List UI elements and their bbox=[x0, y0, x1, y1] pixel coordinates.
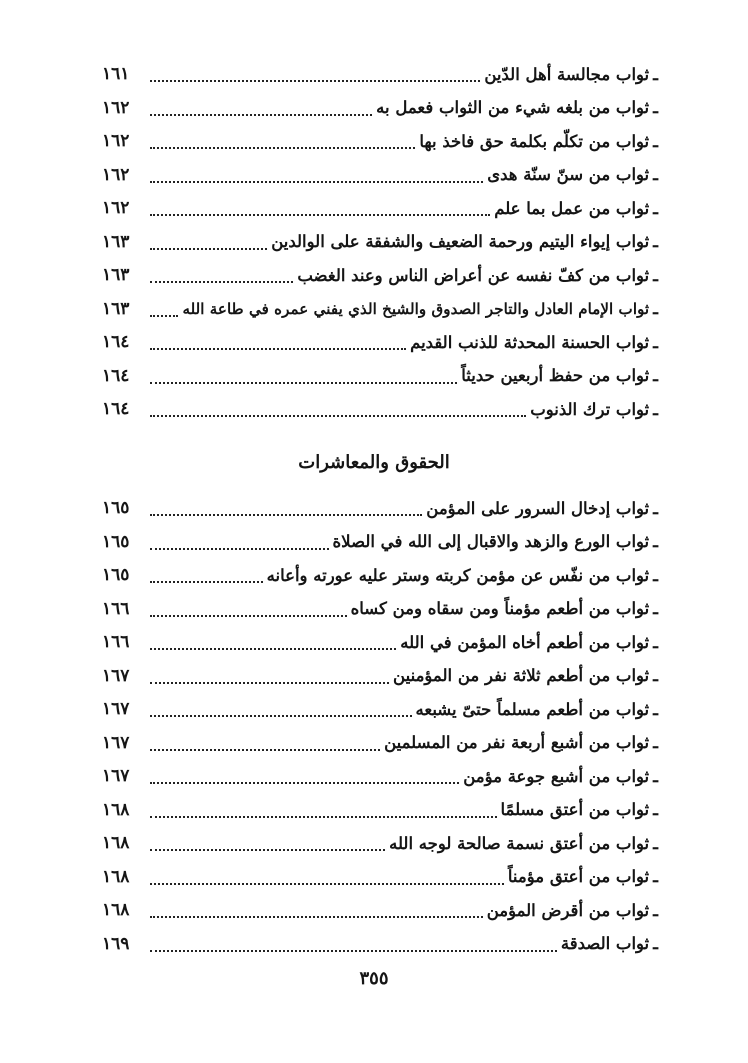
toc-entry bbox=[102, 861, 658, 895]
leader-dots bbox=[150, 146, 415, 149]
entry-title: ثواب ترك الذنوب bbox=[530, 399, 650, 419]
entry-page-number: ١٦٢ bbox=[102, 164, 130, 185]
page-number: ٣٥٥ bbox=[359, 968, 389, 989]
entry-page-number: ١٦١ bbox=[102, 64, 130, 85]
leader-dots bbox=[150, 547, 329, 550]
entry-page-number: ١٦٦ bbox=[102, 632, 130, 653]
entry-page-number: ١٦٢ bbox=[102, 131, 130, 152]
entry-title: ثواب من أشبع أربعة نفر من المسلمين bbox=[384, 733, 650, 752]
leader-dots bbox=[150, 280, 293, 283]
toc-entry bbox=[102, 192, 658, 226]
toc-entry bbox=[102, 92, 658, 126]
toc-entry bbox=[102, 492, 658, 526]
leader-dots bbox=[150, 213, 490, 216]
section-heading: الحقوق والمعاشرات bbox=[298, 452, 450, 473]
entry-dash: ـ bbox=[653, 934, 658, 953]
entry-page-number: ١٦٨ bbox=[102, 833, 130, 854]
toc-entry bbox=[102, 727, 658, 761]
leader-dots bbox=[150, 815, 497, 818]
toc-entry bbox=[102, 794, 658, 828]
entry-title: ثواب من أعتق نسمة صالحة لوجه الله bbox=[389, 833, 650, 853]
leader-dots bbox=[150, 414, 526, 417]
entry-dash: ـ bbox=[653, 332, 658, 352]
entry-dash: ـ bbox=[653, 198, 658, 218]
entry-dash: ـ bbox=[653, 867, 658, 886]
entry-page-number: ١٦٨ bbox=[102, 799, 130, 820]
toc-entry bbox=[102, 827, 658, 861]
entry-title: ثواب الإمام العادل والتاجر الصدوق والشيخ الذي يفني عمره في طاعة الله bbox=[182, 299, 650, 318]
toc-list-bottom bbox=[102, 492, 658, 961]
entry-title: ثواب من أعتق مؤمناً bbox=[507, 867, 650, 886]
leader-dots bbox=[150, 781, 459, 784]
entry-title: ثواب من سنّ سنّة هدى bbox=[487, 165, 650, 184]
entry-dash: ـ bbox=[653, 265, 658, 285]
entry-page-number: ١٦٥ bbox=[102, 531, 130, 552]
entry-title: ثواب من تكلّم بكلمة حق فاخذ بها bbox=[419, 131, 650, 151]
toc-entry bbox=[102, 593, 658, 627]
toc-entry bbox=[102, 326, 658, 360]
entry-title: ثواب من نفّس عن مؤمن كربته وستر عليه عورته وأعانه bbox=[266, 565, 650, 585]
entry-dash: ـ bbox=[653, 64, 658, 84]
entry-page-number: ١٦٨ bbox=[102, 866, 130, 887]
leader-dots bbox=[150, 513, 422, 516]
entry-title: ثواب الصدقة bbox=[560, 934, 650, 953]
leader-dots bbox=[150, 381, 457, 384]
entry-title: ثواب الحسنة المحدثة للذنب القديم bbox=[410, 332, 650, 352]
leader-dots bbox=[150, 314, 178, 317]
entry-dash: ـ bbox=[653, 599, 658, 618]
entry-dash: ـ bbox=[653, 165, 658, 184]
entry-title: ثواب إيواء اليتيم ورحمة الضعيف والشفقة على الوالدين bbox=[271, 232, 650, 251]
entry-page-number: ١٦٣ bbox=[102, 265, 130, 286]
entry-dash: ـ bbox=[653, 498, 658, 518]
leader-dots bbox=[150, 949, 557, 952]
toc-entry bbox=[102, 928, 658, 962]
toc-entry bbox=[102, 58, 658, 92]
entry-title: ثواب من بلغه شيء من الثواب فعمل به bbox=[376, 98, 650, 117]
entry-page-number: ١٦٧ bbox=[102, 732, 130, 753]
entry-page-number: ١٦٣ bbox=[102, 231, 130, 252]
entry-dash: ـ bbox=[653, 399, 658, 419]
leader-dots bbox=[150, 748, 380, 751]
entry-title: ثواب من أقرض المؤمن bbox=[486, 900, 650, 920]
leader-dots bbox=[150, 647, 396, 650]
entry-dash: ـ bbox=[653, 766, 658, 786]
entry-page-number: ١٦٧ bbox=[102, 766, 130, 787]
leader-dots bbox=[150, 79, 480, 82]
toc-entry bbox=[102, 526, 658, 560]
entry-dash: ـ bbox=[653, 800, 658, 819]
entry-page-number: ١٦٤ bbox=[102, 365, 130, 386]
entry-page-number: ١٦٢ bbox=[102, 97, 130, 118]
toc-entry bbox=[102, 159, 658, 193]
entry-title: ثواب الورع والزهد والاقبال إلى الله في الصلاة bbox=[332, 532, 650, 551]
leader-dots bbox=[150, 848, 385, 851]
entry-page-number: ١٦٦ bbox=[102, 598, 130, 619]
leader-dots bbox=[150, 347, 406, 350]
toc-entry bbox=[102, 293, 658, 327]
entry-dash: ـ bbox=[653, 532, 658, 551]
entry-dash: ـ bbox=[653, 666, 658, 685]
leader-dots bbox=[150, 113, 372, 116]
entry-page-number: ١٦٤ bbox=[102, 332, 130, 353]
entry-title: ثواب من حفظ أربعين حديثاً bbox=[461, 366, 650, 385]
entry-title: ثواب إدخال السرور على المؤمن bbox=[426, 498, 650, 518]
toc-list-top bbox=[102, 58, 658, 427]
toc-entry bbox=[102, 125, 658, 159]
entry-page-number: ١٦٨ bbox=[102, 900, 130, 921]
entry-dash: ـ bbox=[653, 232, 658, 251]
leader-dots bbox=[150, 915, 483, 918]
entry-dash: ـ bbox=[653, 98, 658, 117]
leader-dots bbox=[150, 180, 483, 183]
entry-dash: ـ bbox=[653, 366, 658, 385]
entry-title: ثواب من أعتق مسلمًا bbox=[500, 800, 650, 819]
entry-title: ثواب من أشبع جوعة مؤمن bbox=[463, 766, 650, 786]
toc-entry bbox=[102, 693, 658, 727]
entry-dash: ـ bbox=[653, 299, 658, 318]
entry-page-number: ١٦٥ bbox=[102, 498, 130, 519]
entry-page-number: ١٦٤ bbox=[102, 399, 130, 420]
leader-dots bbox=[150, 681, 389, 684]
toc-entry bbox=[102, 626, 658, 660]
entry-dash: ـ bbox=[653, 900, 658, 920]
leader-dots bbox=[150, 614, 347, 617]
toc-entry bbox=[102, 660, 658, 694]
toc-entry bbox=[102, 760, 658, 794]
entry-dash: ـ bbox=[653, 632, 658, 652]
entry-page-number: ١٦٣ bbox=[102, 298, 130, 319]
entry-title: ثواب من أطعم ثلاثة نفر من المؤمنين bbox=[393, 666, 650, 685]
entry-dash: ـ bbox=[653, 833, 658, 853]
leader-dots bbox=[150, 714, 412, 717]
entry-page-number: ١٦٢ bbox=[102, 198, 130, 219]
toc-entry bbox=[102, 559, 658, 593]
entry-title: ثواب من عمل بما علم bbox=[494, 198, 650, 218]
entry-title: ثواب من أطعم مسلماً حتىّ يشبعه bbox=[415, 699, 650, 719]
entry-page-number: ١٦٥ bbox=[102, 565, 130, 586]
entry-title: ثواب من أطعم مؤمناً ومن سقاه ومن كساه bbox=[350, 599, 650, 618]
entry-title: ثواب من كفّ نفسه عن أعراض الناس وعند الغضب bbox=[297, 265, 650, 285]
toc-entry bbox=[102, 226, 658, 260]
entry-dash: ـ bbox=[653, 565, 658, 585]
toc-entry bbox=[102, 894, 658, 928]
entry-title: ثواب من أطعم أخاه المؤمن في الله bbox=[400, 632, 650, 652]
entry-dash: ـ bbox=[653, 699, 658, 719]
entry-dash: ـ bbox=[653, 733, 658, 752]
entry-title: ثواب مجالسة أهل الدّين bbox=[484, 64, 650, 84]
leader-dots bbox=[150, 882, 504, 885]
entry-page-number: ١٦٧ bbox=[102, 665, 130, 686]
entry-page-number: ١٦٩ bbox=[102, 933, 130, 954]
entry-dash: ـ bbox=[653, 131, 658, 151]
leader-dots bbox=[150, 580, 263, 583]
toc-entry bbox=[102, 393, 658, 427]
toc-entry bbox=[102, 360, 658, 394]
entry-page-number: ١٦٧ bbox=[102, 699, 130, 720]
leader-dots bbox=[150, 247, 267, 250]
toc-entry bbox=[102, 259, 658, 293]
